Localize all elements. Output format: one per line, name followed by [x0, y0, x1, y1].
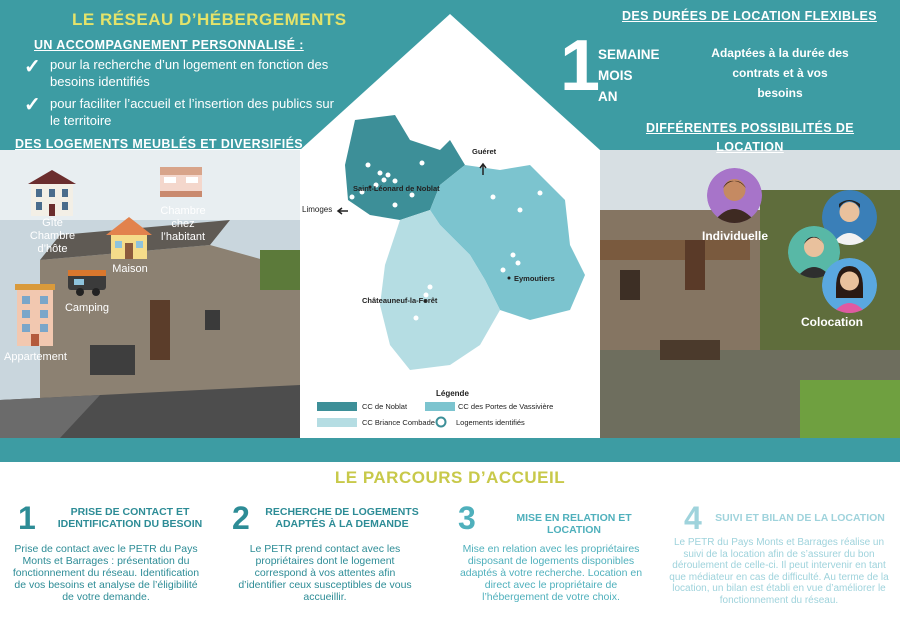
step-4-text: Le PETR du Pays Monts et Barrages réalise un suivi de la location afin de s’assurer du bon déroulement de celle-ci. Il peut intervenir en tant que médiateur en cas de difficulté. Au terme de la location, un bilan est établi en vue d’améliorer le fonctionnement du réseau.	[669, 537, 889, 606]
legend-swatch-briance	[317, 418, 357, 427]
map-chateauneuf: Châteauneuf-la-Forêt	[362, 296, 438, 305]
support-subtitle: UN ACCOMPAGNEMENT PERSONNALISÉ :	[34, 38, 304, 52]
step-3-text: Mise en relation avec les propriétaires disposant de logements disponibles adaptés à votre recherche. Location en direct avec le propriétaire de l’hébergement de votre choix.	[459, 543, 643, 603]
step-2-number: 2	[232, 500, 250, 536]
individual-label: Individuelle	[701, 229, 768, 243]
legend-briance: CC Briance Combade	[362, 418, 435, 427]
legend-swatch-vassiviere	[425, 402, 455, 411]
check-icon: ✓	[24, 94, 41, 116]
camping-label: Camping	[64, 302, 110, 314]
apartment-label: Appartement	[4, 351, 67, 363]
duration-month: MOIS	[598, 68, 633, 83]
network-title: LE RÉSEAU D’HÉBERGEMENTS	[72, 10, 347, 29]
legend-noblat: CC de Noblat	[362, 402, 408, 411]
maison-label: Maison	[112, 263, 148, 275]
caravan-icon	[66, 266, 110, 298]
step-2-title: RECHERCHE DE LOGEMENTS ADAPTÉS À LA DEMANDE	[265, 506, 419, 530]
housing-title: DES LOGEMENTS MEUBLÉS ET DIVERSIFIÉS	[15, 137, 304, 151]
gite-icon	[28, 170, 76, 216]
step-4-number: 4	[684, 500, 702, 536]
person-avatar-icon	[822, 258, 877, 313]
coloc-label: Colocation	[801, 315, 863, 329]
legend-vassiviere: CC des Portes de Vassivière	[458, 402, 554, 411]
durations-title: DES DURÉES DE LOCATION FLEXIBLES	[622, 9, 877, 23]
step-1-number: 1	[18, 500, 36, 536]
legend-dot-icon	[437, 418, 446, 427]
map-limoges: Limoges	[302, 205, 333, 214]
map-gueret: Guéret	[472, 147, 497, 156]
step-3-title: MISE EN RELATION ET LOCATION	[516, 512, 632, 536]
room-label: Chambre chez l’habitant	[160, 205, 206, 243]
house-icon	[106, 215, 152, 259]
map-eymoutiers: Eymoutiers	[514, 274, 555, 283]
map-st-leonard: Saint-Léonard de Noblat	[353, 184, 440, 193]
apartment-icon	[15, 284, 55, 346]
legend-swatch-noblat	[317, 402, 357, 411]
duration-list	[598, 44, 660, 107]
bullet-1: pour la recherche d’un logement en fonction des besoins identifiés	[50, 57, 329, 89]
step-4-title: SUIVI ET BILAN DE LA LOCATION	[715, 512, 885, 524]
bullet-2: pour faciliter l’accueil et l’insertion des publics sur le territoire	[50, 96, 334, 128]
check-icon: ✓	[24, 56, 41, 78]
bed-icon	[158, 165, 204, 201]
gite-label: Gîte Chambre d’hôte	[29, 217, 76, 255]
step-3-number: 3	[458, 500, 476, 536]
big-one: 1	[560, 26, 601, 106]
duration-year: AN	[598, 89, 618, 104]
legend-title: Légende	[436, 389, 469, 398]
step-1-title: PRISE DE CONTACT ET IDENTIFICATION DU BESOIN	[57, 506, 203, 530]
step-1-text: Prise de contact avec le PETR du Pays Monts et Barrages : présentation du fonctionnement du réseau. Identification de vos besoins et analyse de l’éligibilité de votre demande.	[12, 543, 200, 603]
duration-note: Adaptées à la durée des contrats et à vos besoins	[711, 46, 849, 100]
parcours-title: LE PARCOURS D’ACCUEIL	[334, 468, 566, 487]
legend-housing: Logements identifiés	[456, 418, 525, 427]
step-2-text: Le PETR prend contact avec les propriétaires dont le logement correspond à vos attentes afin d’identifier ceux susceptibles de vous accueillir.	[238, 543, 412, 603]
duration-week: SEMAINE	[598, 47, 660, 62]
person-avatar-icon	[707, 168, 762, 223]
possibilities-title: DIFFÉRENTES POSSIBILITÉS DE LOCATION	[645, 121, 855, 154]
